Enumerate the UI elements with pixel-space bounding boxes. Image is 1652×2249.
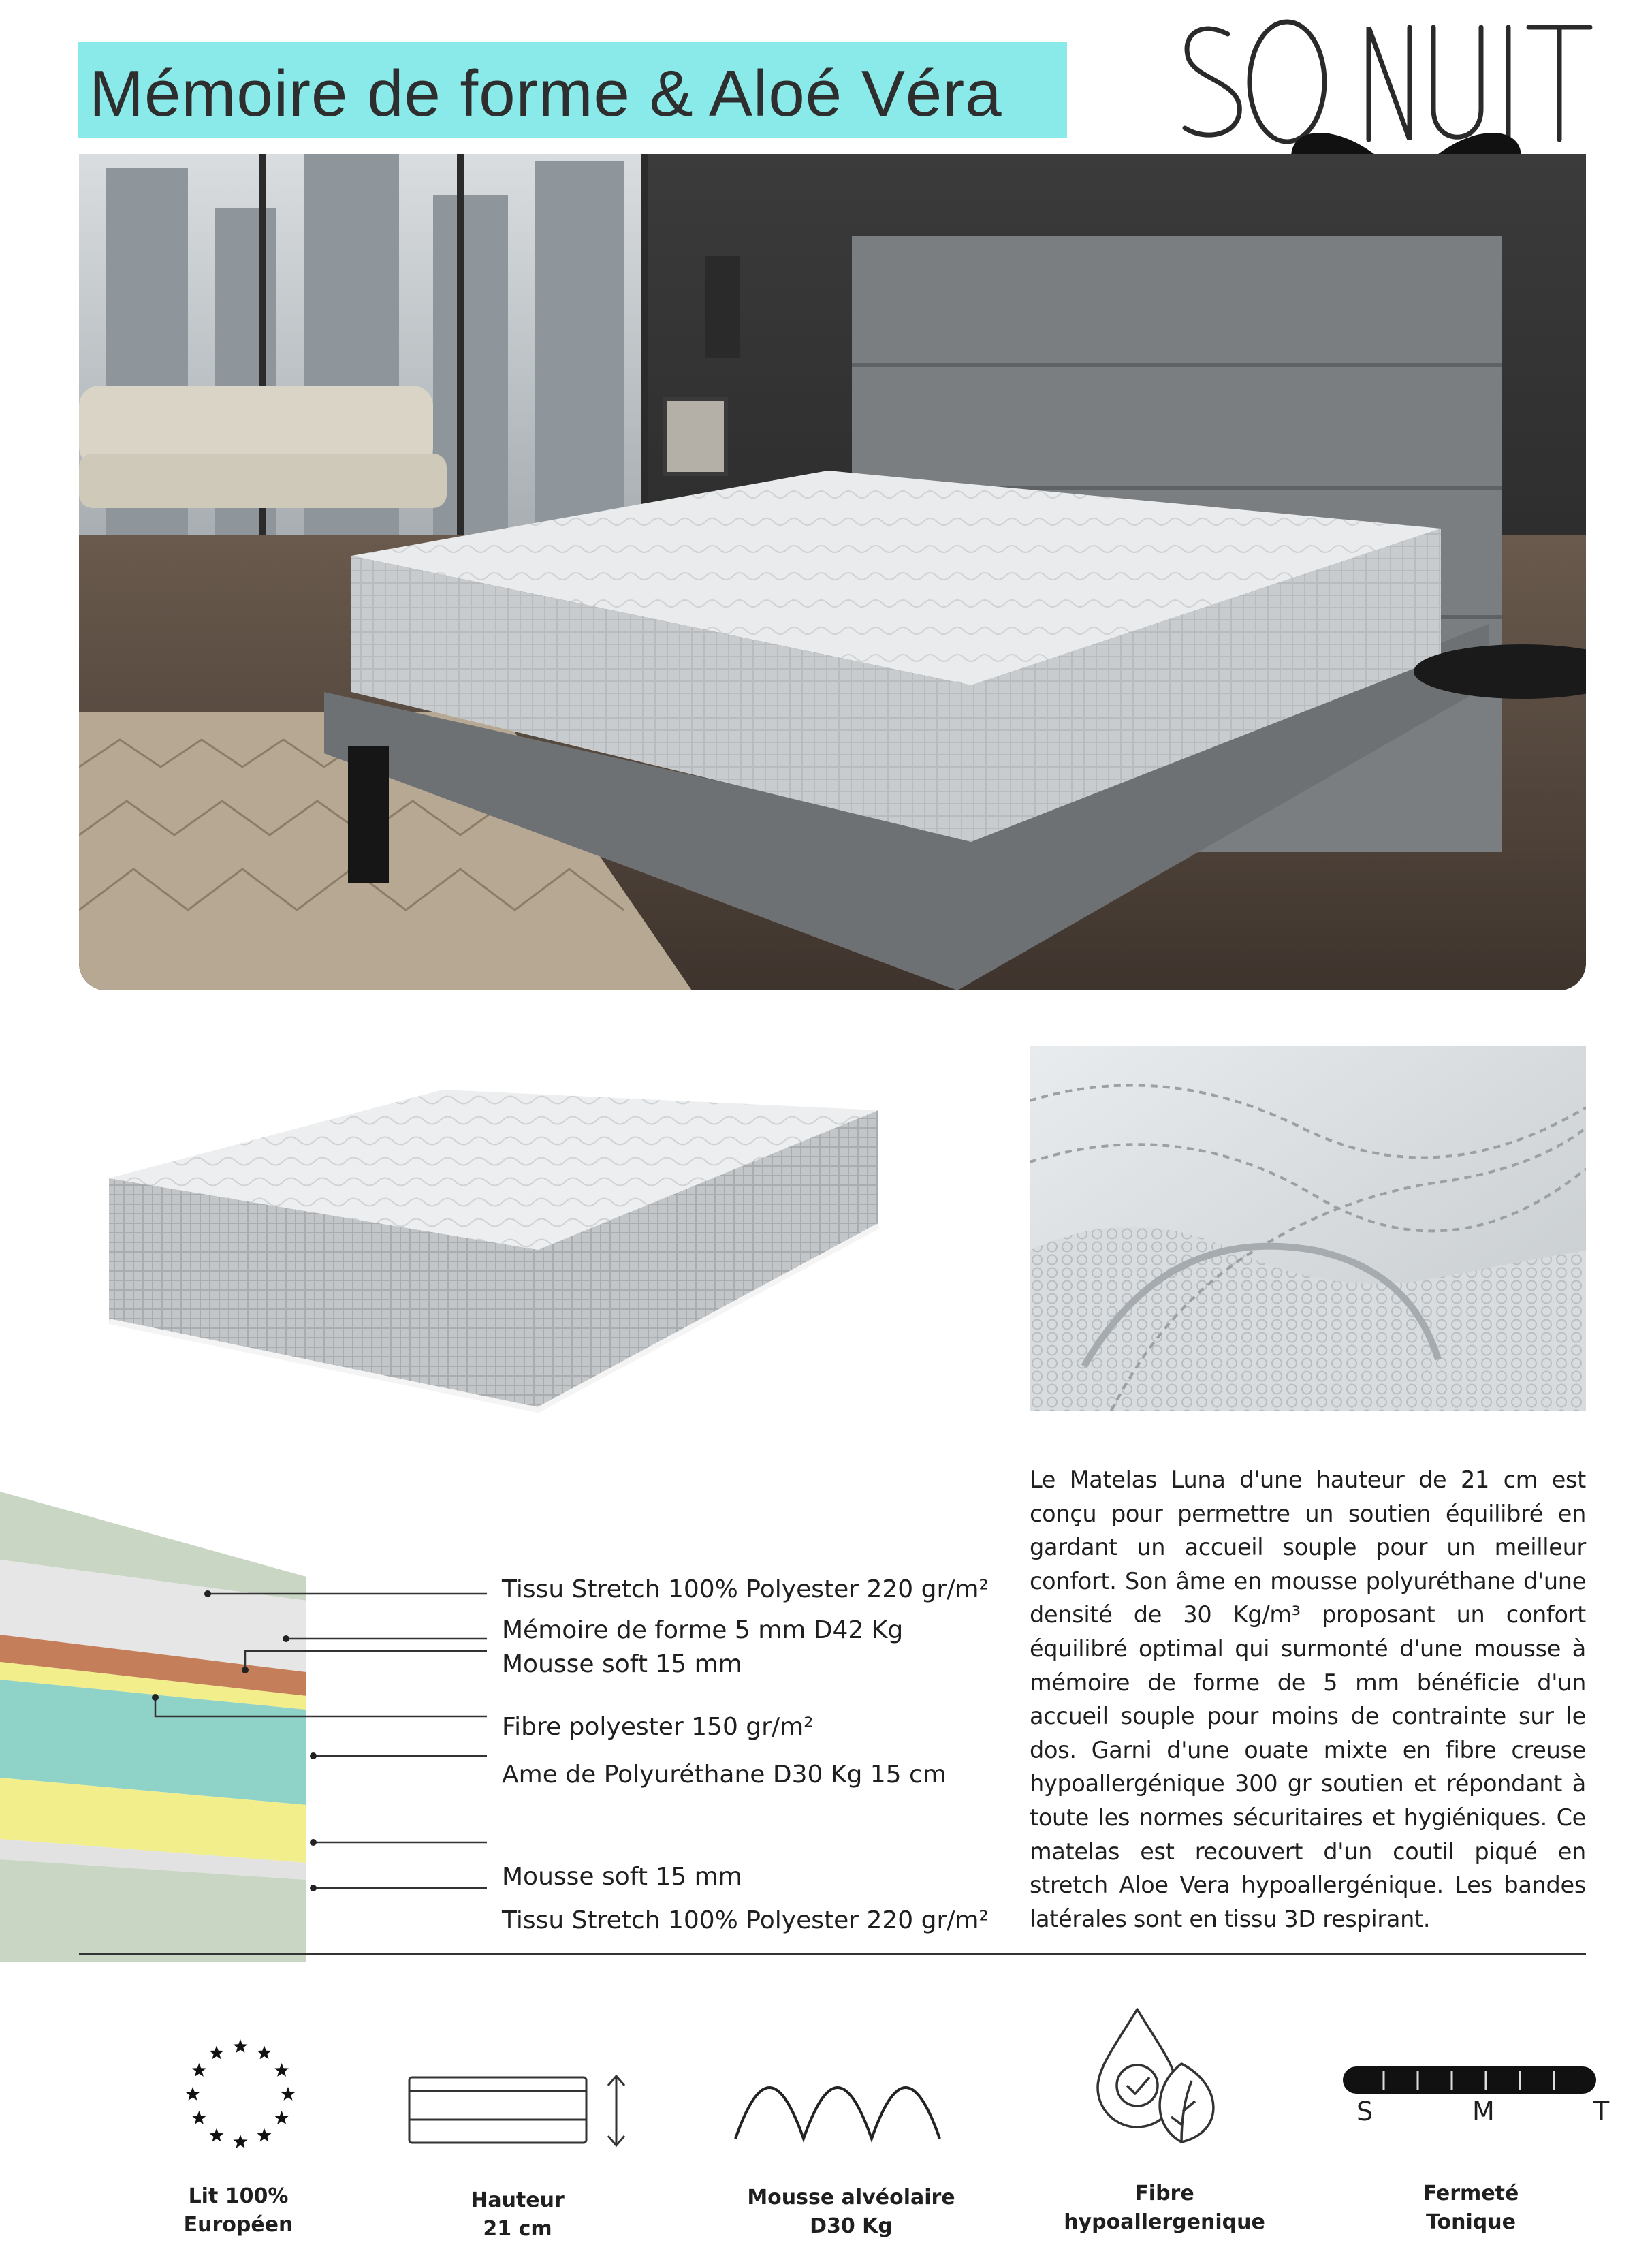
- eu-star: [192, 2063, 206, 2077]
- mattress-height-icon: [405, 2071, 630, 2152]
- drop-leaf-icon: [1090, 2002, 1226, 2145]
- feature-label-european: Lit 100% Européen: [183, 2184, 293, 2237]
- eu-star: [210, 2045, 224, 2059]
- page-title: Mémoire de forme & Aloé Véra: [89, 57, 1002, 130]
- layer-label-memory-foam: Mémoire de forme 5 mm D42 Kg: [502, 1616, 904, 1644]
- feature-label-firmness: Fermeté Tonique: [1423, 2182, 1519, 2234]
- firmness-scale-icon: [1341, 2064, 1598, 2098]
- layer-label-polyurethane: Ame de Polyuréthane D30 Kg 15 cm: [502, 1761, 947, 1789]
- layer-label-top-fabric: Tissu Stretch 100% Polyester 220 gr/m²: [502, 1575, 989, 1603]
- eu-star: [186, 2087, 200, 2101]
- feature-label-height: Hauteur 21 cm: [471, 2188, 565, 2241]
- hero-bedroom-photo: [79, 154, 1586, 990]
- firmness-letter-t: T: [1593, 2096, 1610, 2126]
- eu-star: [274, 2063, 289, 2077]
- fabric-closeup-photo: [1030, 1046, 1586, 1411]
- section-divider: [79, 1953, 1586, 1955]
- eu-star: [257, 2128, 272, 2142]
- firmness-letter-m: M: [1472, 2096, 1495, 2126]
- eu-stars-icon: [182, 2036, 298, 2152]
- eu-star: [281, 2087, 296, 2101]
- layer-leader-lines: [0, 1492, 518, 1962]
- layer-label-bottom-fabric: Tissu Stretch 100% Polyester 220 gr/m²: [502, 1906, 989, 1934]
- feature-label-foam: Mousse alvéolaire D30 Kg: [747, 2186, 955, 2238]
- layer-label-soft-foam-top: Mousse soft 15 mm: [502, 1650, 742, 1678]
- wave-icon: [732, 2084, 943, 2145]
- firmness-scale-fill: [1343, 2066, 1596, 2094]
- layer-label-soft-foam-bottom: Mousse soft 15 mm: [502, 1863, 742, 1891]
- eu-star: [210, 2128, 224, 2142]
- eu-star: [234, 2039, 248, 2053]
- firmness-letter-s: S: [1356, 2096, 1373, 2126]
- eu-star: [257, 2045, 272, 2059]
- eu-star: [274, 2111, 289, 2124]
- eu-star: [192, 2111, 206, 2124]
- feature-label-fibre: Fibre hypoallergenique: [1064, 2182, 1265, 2234]
- mattress-product-photo: [95, 1090, 892, 1437]
- eu-star: [234, 2135, 248, 2148]
- layer-label-fibre: Fibre polyester 150 gr/m²: [502, 1713, 814, 1741]
- product-description: Le Matelas Luna d'une hauteur de 21 cm est conçu pour permettre un soutien équilibré en gardant un accueil souple pour un meilleur confort. Son âme en mousse polyuréthane d'une densité de 30 Kg/m³ proposant un confort équilibré optimal qui surmonté d'une mousse à mémoire de forme de 5 mm bénéficie d'un accueil souple pour moins de contrainte sur le dos. Garni d'une ouate mixte en fibre creuse hypoallergénique 300 gr soutien et répondant à toute les normes sécuritaires et hygiéniques. Ce matelas est recouvert d'un coutil piqué en stretch Aloe Vera hypoallergénique. Les bandes latérales sont en tissu 3D respirant.: [1030, 1466, 1586, 1932]
